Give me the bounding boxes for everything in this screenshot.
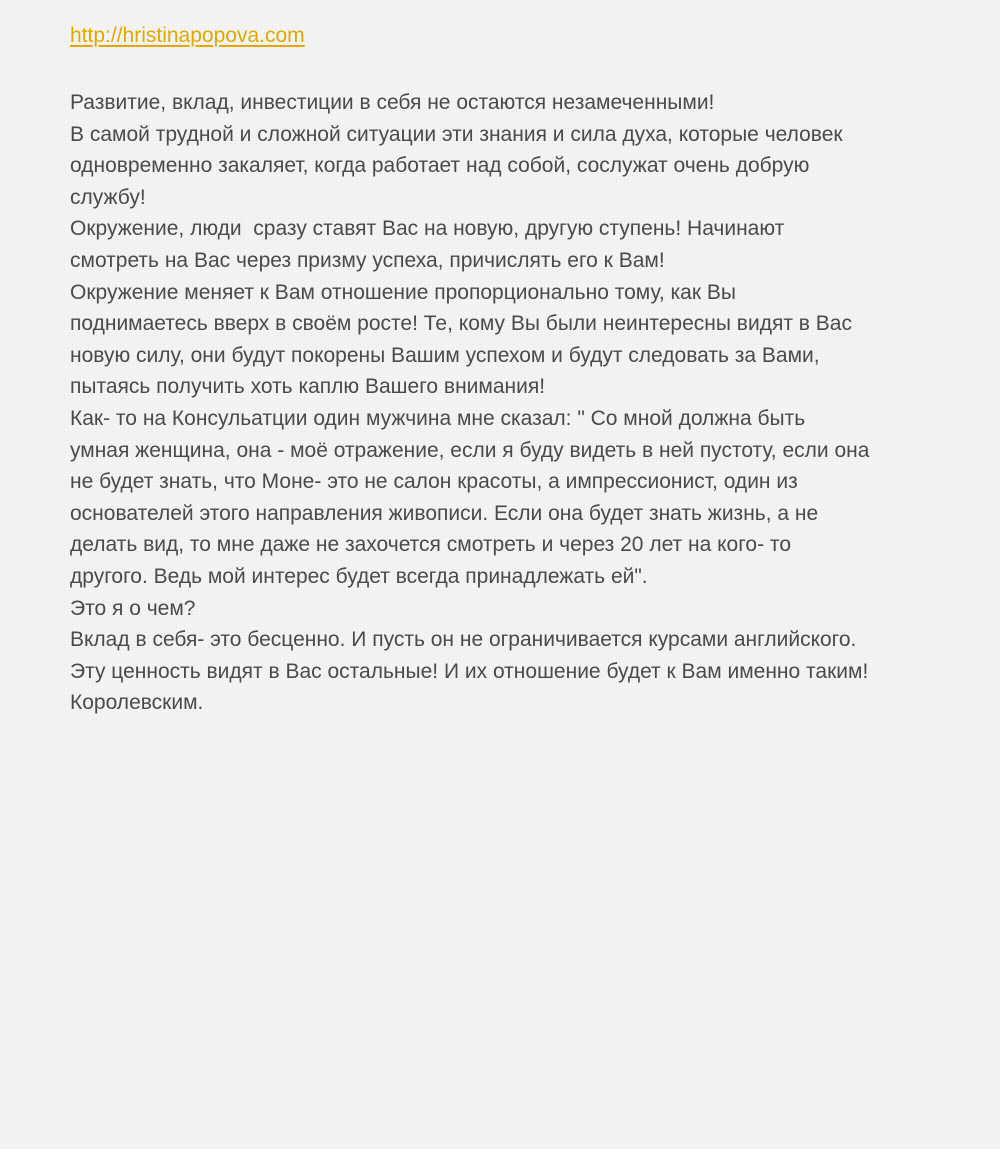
note-line: Это я о чем?	[70, 596, 196, 620]
note-line: делать вид, то мне даже не захочется смотреть и через 20 лет на кого- то	[70, 533, 791, 557]
note-line: Эту ценность видят в Вас остальные! И их отношение будет к Вам именно таким!	[70, 659, 869, 683]
note-content	[70, 20, 950, 719]
note-line: умная женщина, она - моё отражение, если я буду видеть в ней пустоту, если она	[70, 438, 870, 462]
note-line: не будет знать, что Моне- это не салон красоты, а импрессионист, один из	[70, 470, 798, 494]
note-body[interactable]	[70, 87, 950, 719]
note-line: новую силу, они будут покорены Вашим успехом и будут следовать за Вами,	[70, 343, 820, 367]
note-line: пытаясь получить хоть каплю Вашего внимания!	[70, 375, 546, 399]
website-link[interactable]: http://hristinapopova.com	[70, 24, 305, 47]
note-line: Вклад в себя- это бесценно. И пусть он не ограничивается курсами английского.	[70, 628, 857, 652]
note-line: Окружение меняет к Вам отношение пропорционально тому, как Вы	[70, 280, 736, 304]
note-line: Как- то на Консульатции один мужчина мне сказал: " Со мной должна быть	[70, 406, 806, 430]
note-line: В самой трудной и сложной ситуации эти знания и сила духа, которые человек	[70, 122, 843, 146]
note-line: одновременно закаляет, когда работает над собой, сослужат очень добрую	[70, 154, 810, 178]
note-line: Развитие, вклад, инвестиции в себя не остаются незамеченными!	[70, 91, 715, 114]
note-line: смотреть на Вас через призму успеха, причислять его к Вам!	[70, 248, 665, 272]
note-line: другого. Ведь мой интерес будет всегда принадлежать ей".	[70, 564, 648, 588]
note-line: основателей этого направления живописи. Если она будет знать жизнь, а не	[70, 501, 819, 525]
note-line: службу!	[70, 185, 146, 209]
note-line: Окружение, люди сразу ставят Вас на новую, другую ступень! Начинают	[70, 217, 785, 241]
note-line: поднимаетесь вверх в своём росте! Те, кому Вы были неинтересны видят в Вас	[70, 312, 852, 336]
note-line: Королевским.	[70, 691, 204, 715]
